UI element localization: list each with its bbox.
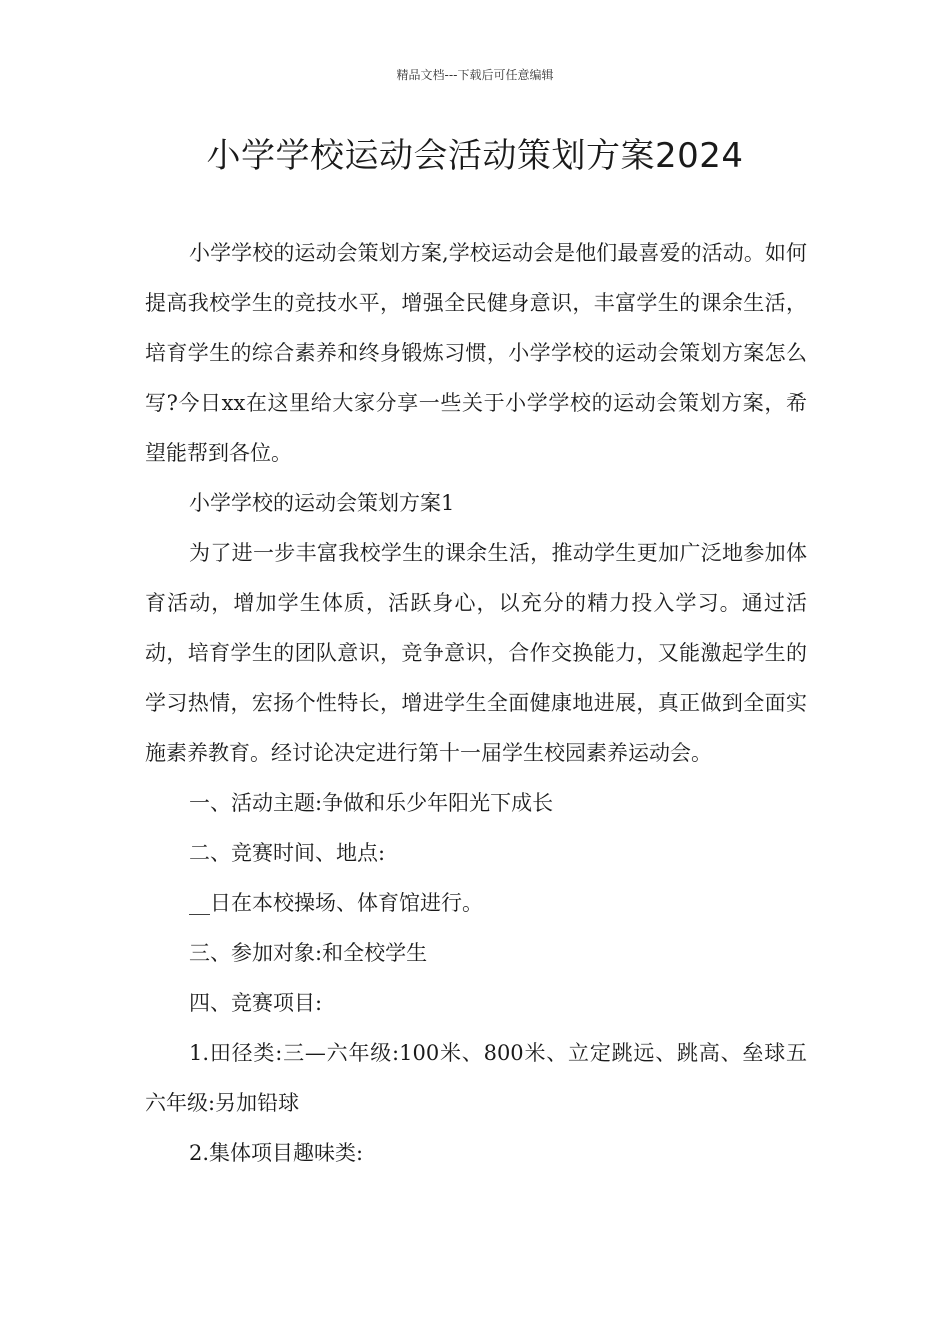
- time-place-item: 二、竞赛时间、地点:: [189, 841, 386, 865]
- document-title: 小学学校运动会活动策划方案2024: [206, 136, 744, 176]
- document-body: [145, 228, 807, 1178]
- intro-paragraph: 小学学校的运动会策划方案,学校运动会是他们最喜爱的活动。如何提高我校学生的竞技水平，增强全民健身意识，丰富学生的课余生活，培育学生的综合素养和终身锻炼习惯，小学学校的运动会策划方案怎么写?今日xx在这里给大家分享一些关于小学学校的运动会策划方案，希望能帮到各位。: [145, 241, 807, 465]
- theme-item: 一、活动主题:争做和乐少年阳光下成长: [189, 791, 554, 815]
- time-place-detail: __日在本校操场、体育馆进行。: [189, 891, 483, 915]
- section-heading: 小学学校的运动会策划方案1: [189, 491, 455, 515]
- track-field-item: 1.田径类:三—六年级:100米、800米、立定跳远、跳高、垒球五六年级:另加铅球: [145, 1041, 807, 1115]
- purpose-paragraph: 为了进一步丰富我校学生的课余生活，推动学生更加广泛地参加体育活动，增加学生体质，活跃身心，以充分的精力投入学习。通过活动，培育学生的团队意识，竞争意识，合作交换能力，又能激起学生的学习热情，宏扬个性特长，增进学生全面健康地进展，真正做到全面实施素养教育。经讨论决定进行第十一届学生校园素养运动会。: [145, 541, 807, 765]
- header-note: 精品文档---下载后可任意编辑: [396, 68, 554, 82]
- participants-item: 三、参加对象:和全校学生: [189, 941, 428, 965]
- events-item: 四、竞赛项目:: [189, 991, 323, 1015]
- group-events-item: 2.集体项目趣味类:: [189, 1141, 364, 1165]
